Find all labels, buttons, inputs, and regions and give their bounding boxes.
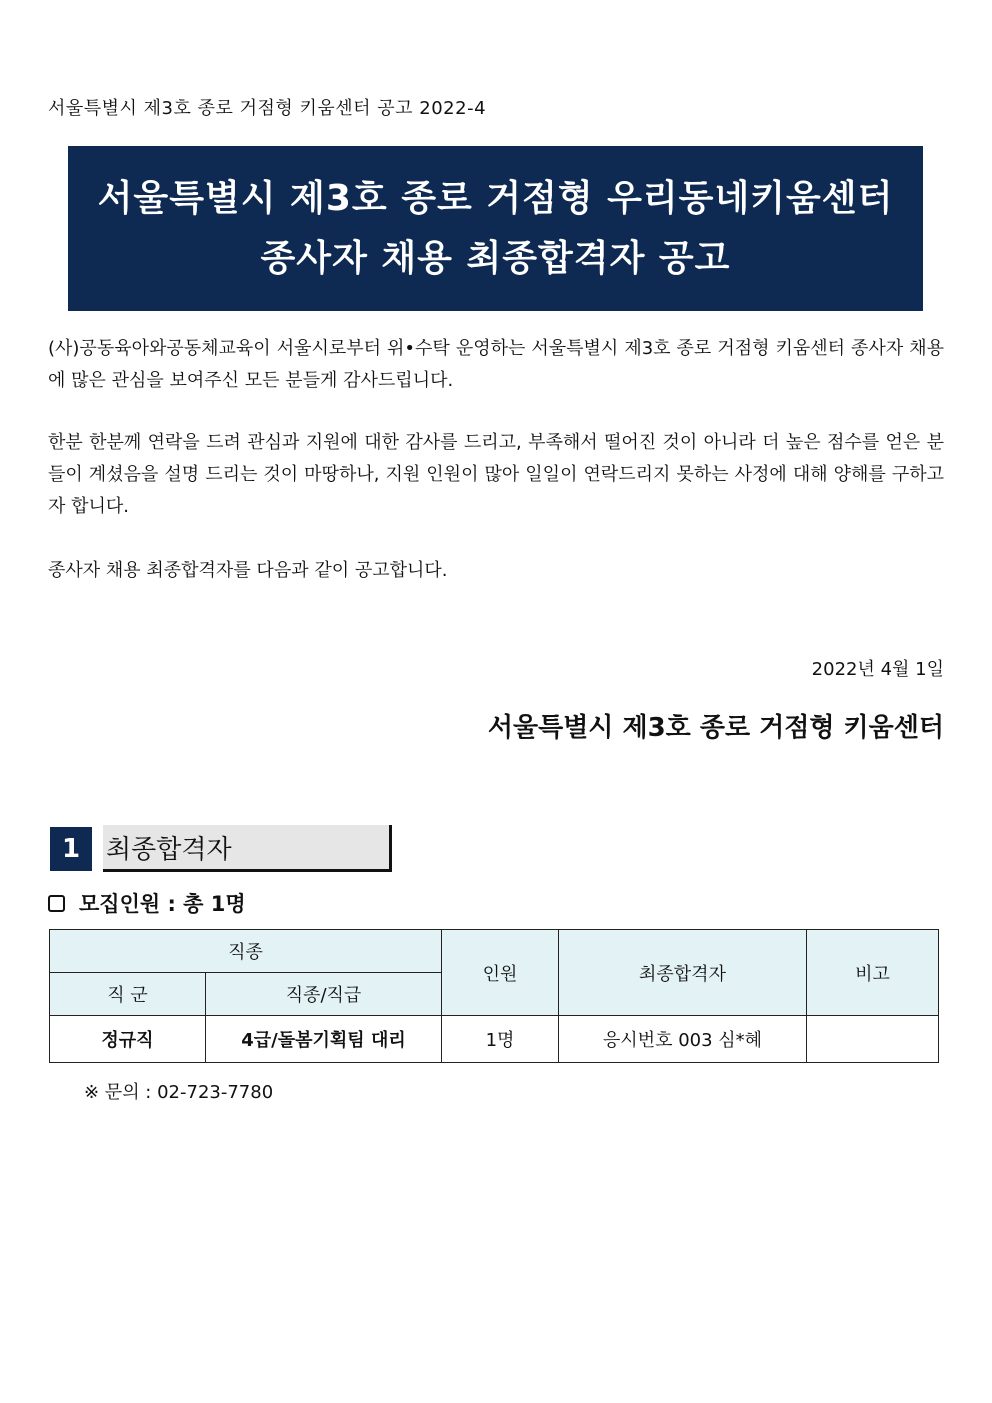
cell-job-grade: 4급/돌봄기획팀 대리 — [206, 1016, 442, 1063]
recruitment-line — [48, 888, 246, 918]
notice-number: 서울특별시 제3호 종로 거점형 키움센터 공고 2022-4 — [48, 98, 487, 119]
notice-date: 2022년 4월 1일 — [811, 659, 944, 680]
header-job-type: 직종 — [50, 930, 442, 973]
header-count: 인원 — [442, 930, 559, 1016]
header-job-grade: 직종/직급 — [206, 973, 442, 1016]
table-row — [50, 1016, 939, 1063]
table-header-row — [50, 930, 939, 973]
cell-job-group: 정규직 — [50, 1016, 206, 1063]
section-label-box — [103, 825, 392, 872]
section-heading — [50, 825, 392, 873]
header-final-applicant: 최종합격자 — [559, 930, 807, 1016]
apology-paragraph: 한분 한분께 연락을 드려 관심과 지원에 대한 감사를 드리고, 부족해서 떨어진 것이 아니라 더 높은 점수를 얻은 분들이 계셨음을 설명 드리는 것이 마땅하나, 지원 인원이 많아 일일이 연락드리지 못하는 사정에 대해 양해를 구하고자 합니다. — [48, 432, 944, 517]
section-number: 1 — [50, 827, 92, 871]
intro-paragraph: (사)공동육아와공동체교육이 서울시로부터 위•수탁 운영하는 서울특별시 제3호 종로 거점형 키움센터 종사자 채용에 많은 관심을 보여주신 모든 분들게 감사드립니다. — [48, 338, 944, 391]
recruitment-count: 모집인원 : 총 1명 — [79, 892, 246, 916]
result-table — [49, 929, 939, 1063]
header-remarks: 비고 — [807, 930, 939, 1016]
title-banner — [68, 146, 923, 311]
cell-remarks — [807, 1016, 939, 1063]
checkbox-icon — [48, 895, 65, 912]
title-line-2: 종사자 채용 최종합격자 공고 — [260, 237, 731, 279]
cell-count: 1명 — [442, 1016, 559, 1063]
announcement-paragraph: 종사자 채용 최종합격자를 다음과 같이 공고합니다. — [48, 560, 448, 581]
section-label: 최종합격자 — [106, 834, 232, 865]
organization-name: 서울특별시 제3호 종로 거점형 키움센터 — [487, 713, 944, 743]
header-job-group: 직 군 — [50, 973, 206, 1016]
cell-final-applicant: 응시번호 003 심*혜 — [559, 1016, 807, 1063]
contact-note: ※ 문의 : 02-723-7780 — [84, 1082, 274, 1103]
title-line-1: 서울특별시 제3호 종로 거점형 우리동네키움센터 — [97, 177, 894, 219]
